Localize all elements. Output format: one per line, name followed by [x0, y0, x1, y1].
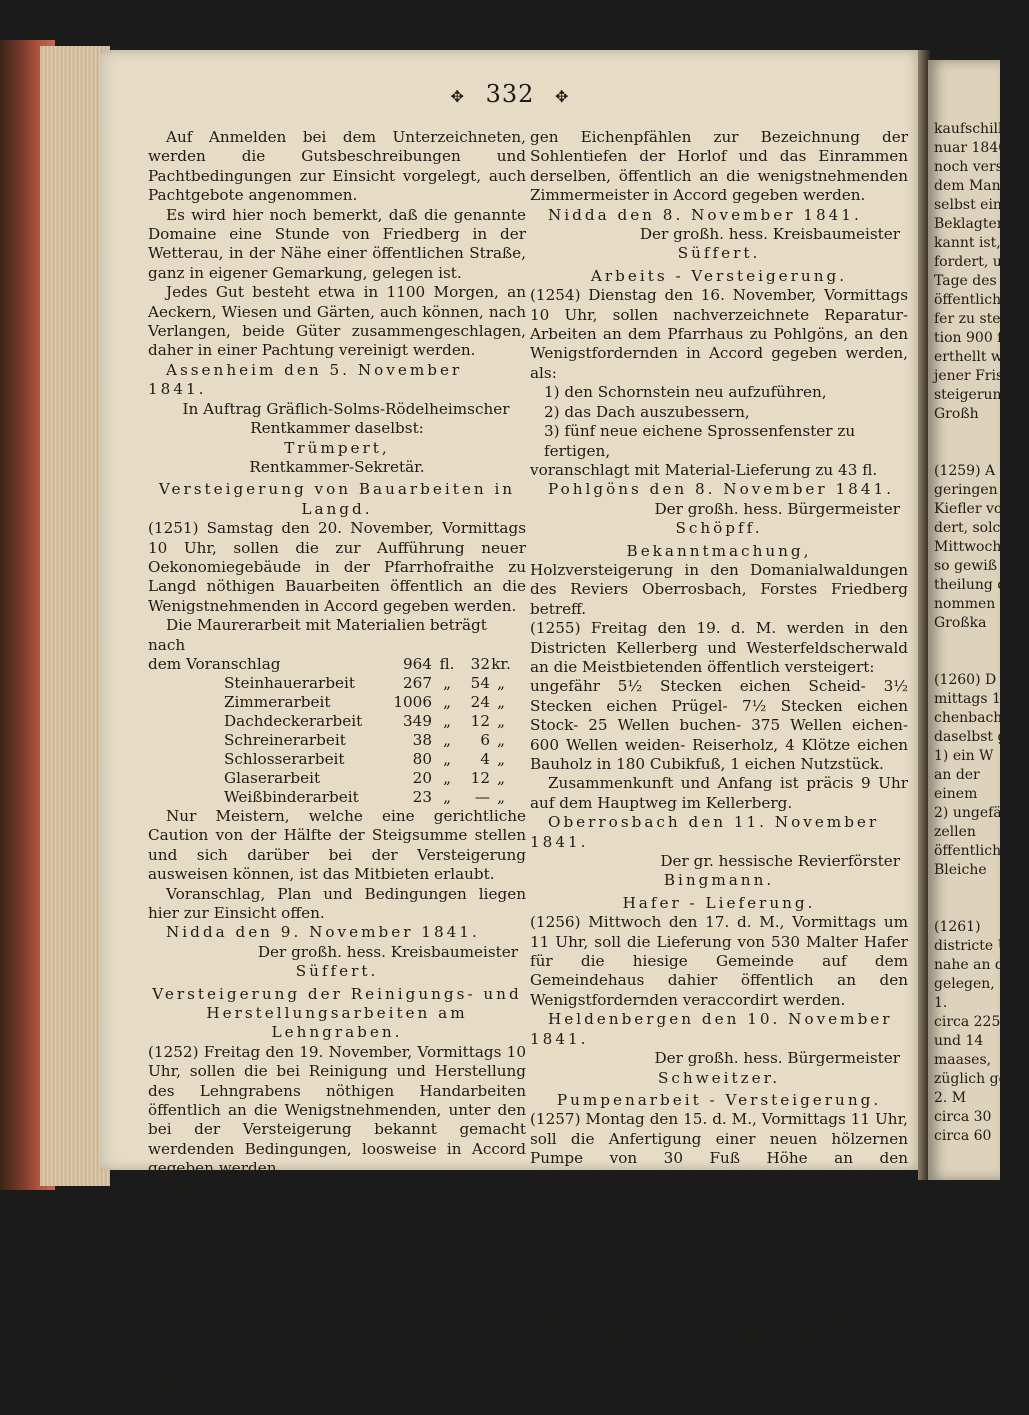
- next-page-line: so gewiß da: [934, 558, 1019, 574]
- place-date: Pohlgöns den 8. November 1841.: [548, 480, 894, 499]
- cost-label: Schreinerarbeit: [224, 730, 346, 749]
- next-page-line: [934, 880, 1029, 899]
- next-page-line: öffentlichen: [934, 292, 1019, 308]
- cost-unit: „: [443, 768, 451, 787]
- next-page-line: daselbst geh: [934, 729, 1024, 745]
- cost-kr-unit: „: [497, 673, 505, 692]
- next-page-line: [934, 424, 1029, 443]
- signature-title: Der großh. hess. Kreisbaumeister: [257, 1256, 518, 1275]
- paragraph: Auf Anmelden bei dem Unterzeichneten, werden die Gutsbeschreibungen und Pachtbedingungen zur Einsicht vorgelegt, auch Pachtgebote angenommen.: [148, 128, 526, 205]
- cost-kr-unit: „: [497, 730, 505, 749]
- next-page-line: geringen Re: [934, 482, 1021, 498]
- cost-label: Weißbinderarbeit: [224, 787, 359, 806]
- cost-label: Schlosserarbeit: [224, 749, 345, 768]
- next-page-line: jener Frist: [934, 368, 1009, 384]
- ornament-right-icon: ✥: [555, 87, 570, 106]
- cost-kr: 12: [470, 711, 490, 730]
- next-page-line: (1260) D: [934, 672, 997, 688]
- section-heading: Oeffentliche Aufforderung.: [576, 1268, 862, 1287]
- next-page-line: dem Mang: [934, 178, 1010, 194]
- cost-label: Dachdeckerarbeit: [224, 711, 363, 730]
- signature-name: Süffert.: [295, 962, 379, 981]
- cost-kr-unit: „: [497, 787, 505, 806]
- paragraph: Die Versteigerung beginnt am Ende des Lehngrabens, in der Nähe des Schwalheimer Hofes.: [148, 1178, 526, 1236]
- cost-row: [148, 655, 512, 674]
- signature-title: Der großh. hess. Bürgermeister: [654, 499, 900, 518]
- list-item: 1) den Schornstein neu aufzuführen,: [544, 383, 827, 402]
- paragraph: Es wird hier noch bemerkt, daß die genannte Domaine eine Stunde von Friedberg in der Wetterau, in der Nähe einer öffentlichen Straße, ganz in eigener Gemarkung, gelegen ist.: [148, 205, 526, 282]
- cost-label: Glaserarbeit: [224, 768, 321, 787]
- next-page-fragment: [928, 60, 1029, 1180]
- left-column: [148, 128, 526, 1415]
- cost-unit: „: [443, 692, 451, 711]
- next-page-line: Tage des e: [934, 273, 1010, 289]
- next-page-line: circa 225: [934, 1014, 1001, 1030]
- next-page-line: erthellt we: [934, 349, 1012, 365]
- next-page-line: noch versch: [934, 159, 1020, 175]
- next-page-line: fer zu stelle: [934, 311, 1018, 327]
- cost-row: [148, 769, 512, 788]
- place-date: Nidda den 9. November 1841.: [166, 923, 480, 942]
- next-page-line: maases,: [934, 1052, 992, 1068]
- cost-row: [148, 712, 512, 731]
- cost-label: Steinhauerarbeit: [224, 673, 355, 692]
- next-page-line: gelegen, so: [934, 976, 1015, 992]
- section-heading: Lieferung von 250 Stück Eichenpfählen an die Horlof.: [184, 1298, 490, 1336]
- cost-unit: „: [443, 730, 451, 749]
- paragraph: Jedes Gut besteht etwa in 1100 Morgen, an Aeckern, Wiesen und Gärten, auch können, nach Verlangen, beide Güter zusammengeschlagen, daher in einer Pachtung vereinigt werden.: [148, 283, 526, 360]
- place-date: Nidda den 8. November 1841.: [548, 205, 862, 224]
- cost-kr: 6: [480, 730, 490, 749]
- list-item: 3) fünf neue eichene Sprossenfenster zu fertigen,: [544, 422, 856, 460]
- signature-name: Schöpff.: [675, 519, 763, 538]
- signature-name: Dickenberger.: [645, 1246, 793, 1265]
- next-page-line: 2) ungefä: [934, 805, 1002, 821]
- cost-kr-unit: „: [497, 768, 505, 787]
- next-page-line: einem: [934, 786, 978, 802]
- paragraph: (1255) Freitag den 19. d. M. werden in den Districten Kellerberg und Westerfeldscherwald an die Meistbietenden öffentlich versteigert:: [530, 619, 908, 676]
- cost-amount: 1006: [393, 692, 432, 711]
- section-heading: Versteigerung von Bauarbeiten in Langd.: [158, 480, 516, 518]
- cost-unit: „: [443, 749, 451, 768]
- cost-label: dem Voranschlag: [148, 654, 281, 673]
- next-page-line: an der: [934, 767, 980, 783]
- paragraph: Voranschlag, Plan und Bedingungen liegen hier zur Einsicht offen.: [148, 884, 526, 922]
- paragraph: (1258) In der Sache des Präceptor Musch zu Büdesheim, als Curator der Concursmasse des Georg Seum zu Rendel, Kläger, gegen Kaspar Scheurich, ledig zu Kloppenheim, Beklagten, Hauskaufschilling betreffend, ist die Hofraithe, wofür der Beklagte den: [530, 1287, 908, 1403]
- cost-kr: 54: [470, 673, 490, 692]
- cost-unit: „: [443, 711, 451, 730]
- next-page-line: Beklagter: [934, 216, 1004, 232]
- next-page-line: [934, 633, 1029, 652]
- cost-kr-unit: kr.: [491, 654, 511, 673]
- next-page-line: öffentlich u: [934, 843, 1015, 859]
- signature-title: Der großh. hess. Kreisbaumeister: [639, 225, 900, 244]
- next-page-line: chenbach die: [934, 710, 1029, 726]
- section-heading: Pumpenarbeit - Versteigerung.: [556, 1090, 882, 1109]
- next-page-text: [934, 60, 1029, 1146]
- cost-kr: 4: [480, 749, 490, 768]
- next-page-line: Kiefler von: [934, 501, 1012, 517]
- next-page-line: nahe an d: [934, 957, 1004, 973]
- right-column: [530, 128, 908, 1404]
- cost-row: [148, 693, 512, 712]
- paragraph: In Auftrag Gräflich-Solms-Rödelheimscher Rentkammer daselbst:: [182, 399, 510, 438]
- next-page-line: [934, 443, 1029, 462]
- cost-kr: 12: [470, 768, 490, 787]
- paragraph: (1256) Mittwoch den 17. d. M., Vormittags um 11 Uhr, soll die Lieferung von 530 Malter Hafer für die hiesige Gemeinde auf dem Gemeindehaus dahier öffentlich an den Wenigstfordernden veraccordirt werden.: [530, 913, 908, 1009]
- paragraph: gen Eichenpfählen zur Bezeichnung der Sohlentiefen der Horlof und das Einrammen derselben, öffentlich an die wenigstnehmenden Zimmermeister in Accord gegeben werden.: [530, 128, 908, 205]
- place-date: Ilbenstadt den 11. November 1841.: [530, 1187, 855, 1226]
- place-date: Nidda den 8. November 1841.: [166, 1236, 480, 1255]
- next-page-line: theilung des: [934, 577, 1022, 593]
- paragraph: Zusammenkunft und Anfang ist präcis 9 Uhr auf dem Hauptweg im Kellerberg.: [530, 774, 908, 812]
- cost-unit: „: [443, 787, 451, 806]
- next-page-line: selbst ein G: [934, 197, 1018, 213]
- signature-name: Süffert.: [677, 244, 761, 263]
- next-page-line: dert, solche: [934, 520, 1018, 536]
- next-page-line: circa 60: [934, 1128, 992, 1144]
- paragraph: (1254) Dienstag den 16. November, Vormittags 10 Uhr, sollen nachverzeichnete Reparatur-Arbeiten an dem Pfarrhaus zu Pohlgöns, an den Wenigstfordernden in Accord gegeben werden, als:: [530, 286, 908, 382]
- signature-name: Süffert.: [295, 1275, 379, 1294]
- next-page-line: mittags 10: [934, 691, 1010, 707]
- place-date: Assenheim den 5. November 1841.: [148, 360, 463, 399]
- place-date: Oberrosbach den 11. November 1841.: [530, 813, 880, 851]
- next-page-line: (1259) A: [934, 463, 996, 479]
- cost-kr: —: [474, 787, 490, 806]
- cost-unit: „: [443, 673, 451, 692]
- next-page-line: districte U: [934, 938, 1010, 954]
- cost-amount: 23: [412, 787, 432, 806]
- section-subheading: Holzversteigerung in den Domanialwaldungen des Reviers Oberrosbach, Forstes Friedberg betreff.: [530, 560, 908, 618]
- book-page: [100, 50, 920, 1414]
- cost-kr-unit: „: [497, 711, 505, 730]
- next-page-line: [934, 899, 1029, 918]
- signature-name: Schweitzer.: [657, 1068, 781, 1087]
- signature-name: Bingmann.: [663, 871, 775, 890]
- signature-title: Der großh. hess. Kreisbaumeister: [257, 942, 518, 961]
- cost-amount: 80: [412, 749, 432, 768]
- next-page-line: [934, 652, 1029, 671]
- next-page-line: (1261): [934, 919, 981, 935]
- signature-title: Der gr. hessische Revierförster: [660, 852, 900, 871]
- signature-title: Der großh. hess. Bürgermeister: [654, 1049, 900, 1068]
- cost-kr: 32: [470, 654, 490, 673]
- section-heading: Versteigerung der Reinigungs- und Herstellungsarbeiten am Lehngraben.: [152, 984, 522, 1042]
- paragraph: ungefähr 5½ Stecken eichen Scheid- 3½ Stecken eichen Prügel- 7½ Stecken eichen Stock- 25 Wellen buchen- 375 Wellen eichen- 600 Wellen weiden- Reiserholz, 4 Klötze eichen Bauholz in 180 Cubikfuß, 1 eichen Nutzstück.: [530, 677, 908, 773]
- paragraph: Die Maurerarbeit mit Materialien beträgt nach: [148, 616, 487, 654]
- ornament-left-icon: ✥: [450, 87, 465, 106]
- next-page-line: Mittwoch de: [934, 539, 1024, 555]
- place-date: Heldenbergen den 10. November 1841.: [530, 1010, 893, 1048]
- section-heading: Arbeits - Versteigerung.: [590, 266, 848, 285]
- next-page-line: fordert, um: [934, 254, 1016, 270]
- cost-label: Zimmerarbeit: [224, 692, 331, 711]
- next-page-line: Bleiche: [934, 862, 987, 878]
- paragraph: voranschlagt mit Material-Lieferung zu 43 fl.: [530, 460, 878, 479]
- signature-title: Rentkammer-Sekretär.: [249, 457, 425, 476]
- next-page-line: kannt ist,: [934, 235, 1001, 251]
- paragraph: (1257) Montag den 15. d. M., Vormittags 11 Uhr, soll die Anfertigung einer neuen hölzernen Pumpe von 30 Fuß Höhe an den Wenigstnehmenden in Accord gegeben werden.: [530, 1110, 908, 1187]
- paragraph: (1251) Samstag den 20. November, Vormittags 10 Uhr, sollen die zur Aufführung neuer Oekonomiegebäude in der Pfarrhofraithe zu Langd nöthigen Bauarbeiten öffentlich an die Wenigstnehmenden in Accord gegeben werden.: [148, 519, 526, 615]
- signature-name: Trümpert,: [284, 438, 390, 457]
- cost-amount: 349: [403, 711, 432, 730]
- cost-amount: 267: [403, 673, 432, 692]
- numbered-list: [530, 383, 908, 461]
- cost-row: [148, 750, 512, 769]
- next-page-line: steigerung: [934, 387, 1011, 403]
- cost-kr-unit: „: [497, 692, 505, 711]
- next-page-line: Großka: [934, 615, 987, 631]
- page-header: [100, 80, 920, 108]
- next-page-line: und 14: [934, 1033, 984, 1049]
- paragraph: (1252) Freitag den 19. November, Vormittags 10 Uhr, sollen die bei Reinigung und Herstellung des Lehngrabens nöthigen Handarbeiten öffentlich an die Wenigstnehmenden, unter den bei der Versteigerung bekannt gemacht werdenden Bedingungen, loosweise in Accord gegeben werden.: [148, 1042, 526, 1178]
- next-page-line: nommen wir: [934, 596, 1023, 612]
- next-page-line: zellen: [934, 824, 976, 840]
- cost-row: [148, 731, 512, 750]
- cost-amount: 20: [412, 768, 432, 787]
- section-heading: Bekanntmachung,: [626, 541, 812, 560]
- cost-table: [148, 655, 512, 807]
- cost-row: [148, 674, 512, 693]
- next-page-line: züglich ge: [934, 1071, 1007, 1087]
- cost-row: [148, 788, 512, 807]
- next-page-line: Großh: [934, 406, 979, 422]
- next-page-line: kaufschilling: [934, 121, 1025, 137]
- list-item: 2) das Dach auszubessern,: [544, 402, 750, 421]
- next-page-line: nuar 1840: [934, 140, 1008, 156]
- next-page-line: 2. M: [934, 1090, 967, 1106]
- next-page-line: 1) ein W: [934, 748, 994, 764]
- signature-title: Der großh. hess. Bürgermeister: [654, 1226, 900, 1245]
- cost-amount: 964: [403, 654, 432, 673]
- next-page-line: tion 900 f: [934, 330, 1003, 346]
- next-page-line: circa 30: [934, 1109, 992, 1125]
- cost-amount: 38: [412, 730, 432, 749]
- next-page-line: 1.: [934, 995, 948, 1011]
- paragraph: (1253) Freitag den 19. November, Nachmittags 3 Uhr, soll an dem Schwalheimer Hofe die Lieferung von acht und acht Zoll starken, zehn Fuß lan-: [148, 1336, 526, 1414]
- section-heading: Hafer - Lieferung.: [622, 893, 816, 912]
- paragraph: Nur Meistern, welche eine gerichtliche Caution von der Hälfte der Steigsumme stellen und sich darüber bei der Versteigerung ausweisen können, ist das Mitbieten erlaubt.: [148, 806, 526, 884]
- cost-unit: fl.: [439, 654, 455, 673]
- page-number: 332: [485, 80, 535, 108]
- cost-kr: 24: [470, 692, 490, 711]
- cost-kr-unit: „: [497, 749, 505, 768]
